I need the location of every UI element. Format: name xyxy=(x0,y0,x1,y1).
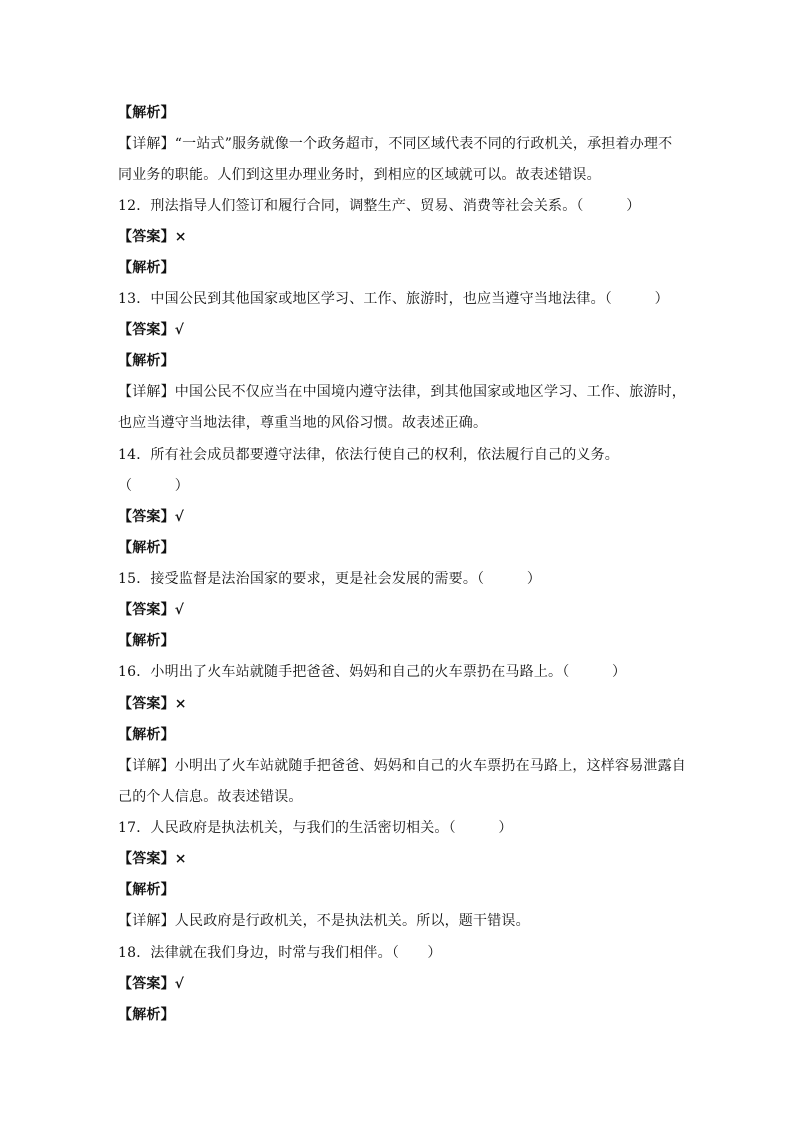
analysis-label-18: 【解析】 xyxy=(118,1007,175,1023)
analysis-label-17: 【解析】 xyxy=(118,882,175,898)
explanation-16-continued: 己的个人信息。故表述错误。 xyxy=(118,789,303,805)
question-13: 13．中国公民到其他国家或地区学习、工作、旅游时，也应当遵守当地法律。（ ） xyxy=(118,291,669,307)
analysis-label-15: 【解析】 xyxy=(118,633,175,649)
analysis-label-12: 【解析】 xyxy=(118,260,175,276)
question-17: 17．人民政府是执法机关，与我们的生活密切相关。（ ） xyxy=(118,820,513,836)
analysis-label-13: 【解析】 xyxy=(118,353,175,369)
explanation-13-continued: 也应当遵守当地法律，尊重当地的风俗习惯。故表述正确。 xyxy=(118,415,488,431)
answer-18: 【答案】√ xyxy=(118,976,185,992)
question-12: 12．刑法指导人们签订和履行合同，调整生产、贸易、消费等社会关系。（ ） xyxy=(118,198,641,214)
explanation-16: 【详解】小明出了火车站就随手把爸爸、妈妈和自己的火车票扔在马路上，这样容易泄露自 xyxy=(118,758,686,774)
answer-15: 【答案】√ xyxy=(118,602,185,618)
analysis-label-16: 【解析】 xyxy=(118,727,175,743)
answer-13: 【答案】√ xyxy=(118,322,185,338)
answer-14: 【答案】√ xyxy=(118,509,185,525)
answer-16: 【答案】× xyxy=(118,696,187,712)
explanation-13: 【详解】中国公民不仅应当在中国境内遵守法律，到其他国家或地区学习、工作、旅游时， xyxy=(118,384,686,400)
analysis-label: 【解析】 xyxy=(118,105,175,121)
analysis-label-14: 【解析】 xyxy=(118,540,175,556)
explanation-17: 【详解】人民政府是行政机关，不是执法机关。所以，题干错误。 xyxy=(118,913,530,929)
explanation-text: 【详解】“一站式”服务就像一个政务超市，不同区域代表不同的行政机关，承担着办理不 xyxy=(118,136,673,152)
answer-17: 【答案】× xyxy=(118,851,187,867)
explanation-text-continued: 同业务的职能。人们到这里办理业务时，到相应的区域就可以。故表述错误。 xyxy=(118,167,601,183)
answer-12: 【答案】× xyxy=(118,229,187,245)
question-16: 16．小明出了火车站就随手把爸爸、妈妈和自己的火车票扔在马路上。（ ） xyxy=(118,664,627,680)
question-14-blank: （ ） xyxy=(118,478,189,494)
question-18: 18．法律就在我们身边，时常与我们相伴。（ ） xyxy=(118,945,442,961)
question-14: 14．所有社会成员都要遵守法律，依法行使自己的权利，依法履行自己的义务。 xyxy=(118,447,620,463)
question-15: 15．接受监督是法治国家的要求，更是社会发展的需要。（ ） xyxy=(118,571,542,587)
